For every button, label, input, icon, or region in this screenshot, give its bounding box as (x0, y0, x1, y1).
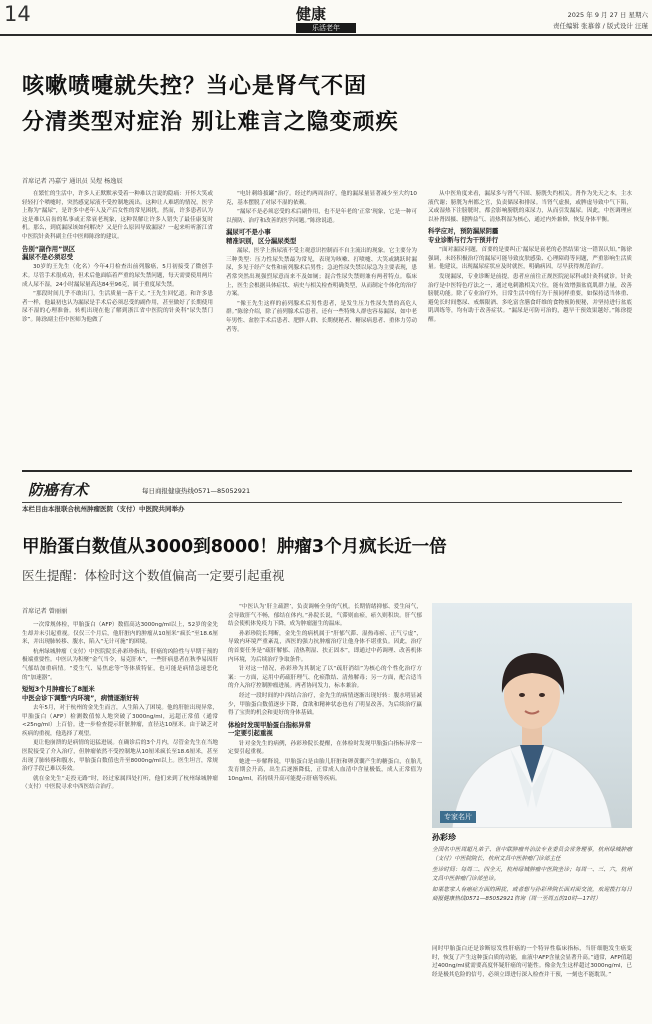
article2-col2-subhead-2: 一定要引起重视 (228, 729, 273, 738)
article1-col2-paragraph: “漏尿不是必须忍受的术后副作用，也不是年老的‘正常’现象，它是一种可以预防、治疗和改善的医学问题。”陈徐说道。 (226, 209, 417, 224)
column-underline (22, 502, 622, 503)
article1-col2-subhead-2: 精准识别，区分漏尿类型 (226, 236, 297, 245)
column-banner (22, 476, 622, 516)
section-divider (22, 470, 632, 472)
doctor-name: 孙彩珍 (432, 833, 456, 842)
article2-col2-paragraph: 针对这一情况，孙彩珍为其制定了以“疏肝消结”为核心的个性化治疗方案：一方面，运用中药疏肝理气、化瘀散结、清热解毒；另一方面，配合适当的介入治疗控制肿瘤进展。两者协同发力，标本兼治。 (228, 666, 422, 690)
article2-column-3-end (432, 945, 632, 1021)
article2-col2-subhead-1: 体检时发现甲胎蛋白指标异常 (228, 720, 312, 729)
article2-col3-paragraph: 同时甲胎蛋白还是诊断原发性肝癌的一个特异性临床指标，当肝细胞发生癌变时，恢复了产生这种蛋白质的功能，血液中AFP含量会显著升高。”通常，AFP值超过400ng/ml就需要高度怀疑肝癌的可能性。像金先生这样超过3000ng/ml，已经是极其危险的信号，必须立即进行深入检查并干预，一刻也不能耽误。” (432, 946, 632, 978)
doctor-bio: 全国名中医周超凡弟子、世中联肿瘤外治法专业委员会常务理事，杭州绿城肿瘤（支付）中医院院长，杭州文昌中医肿瘤门诊部主任 (432, 847, 632, 862)
article1-title-line1: 咳嗽喷嚏就失控？当心是肾气不固 (22, 74, 368, 99)
article2-col1-paragraph: 一次常规体检，甲胎蛋白（AFP）数值高达3000ng/ml以上，52岁的金先生却并未引起重视。仅仅三个月后，他肝脏内的肿瘤从10厘米“疯长”至18.6厘米，并出现肺转移、腹水，陷入“无计可施”的困境。 (22, 622, 218, 646)
article1-col1-paragraph: 30岁的王先生（化名）今年4月检查出前列腺癌，5月初接受了微创手术。尽管手术很成功，但术后他面临着严重的尿失禁问题，每天需要使用两片成人尿不湿，24小时漏尿量高达84至96克，属于重度尿失禁。 (22, 264, 213, 288)
issue-date: 2025 年 9 月 27 日 星期六 (567, 11, 648, 19)
article2-column-2 (228, 603, 422, 1019)
article2-title: 甲胎蛋白数值从3000到8000！肿瘤3个月疯长近一倍 (22, 537, 447, 557)
article2-col1-paragraph: 就在金先生“走投无路”时，经过家属四处打听，他们来到了杭州绿城肿瘤（支付）中医院寻求中西医结合治疗。 (22, 775, 218, 791)
article1-col3-paragraph: “面对漏尿问题，首要的是要纠正‘漏尿是衰老的必然结果’这一错误认知。”陈徐强调，未经积极治疗的漏尿可能导致皮肤感染、心理障碍等问题，严重影响生活质量。他建议，出现漏尿症状应及时就医，明确病因，尽早获得规范治疗。 (428, 247, 632, 271)
article1-intro: 在繁忙的生活中，许多人正默默承受着一种难以言说的隐痛：开怀大笑或轻轻打个喷嚏时，突然感觉尿液不受控制地流出。这种让人难堪的情况，医学上称为“漏尿”，是许多中老年人及产后女性的常见困扰。然而，许多患者认为这是难以启齿的私事或正常衰老现象，这种误解让许多人错失了最佳康复时机。那么，到底漏尿该如何解决？又是什么原因导致漏尿？一起来听听浙江省中医院针灸科副主任中医师陈徐的建议。 (22, 191, 213, 240)
expert-card-tag: 专家名片 (440, 811, 476, 823)
article1-col1-subhead-2: 漏尿不是必须忍受 (22, 252, 74, 261)
article2-col1-paragraph: 去年5月，对于杭州的金先生而言，人生陷入了困境。他的肝脏出现异常，甲胎蛋白（AFP）检测数值惊人地突破了3000ng/ml，远超正常值（通常<25ng/ml）上百倍。进一步检查提示肝脏肿瘤，直径达10厘米。由于缺乏对疾病的重视，他选择了观望。 (22, 704, 218, 737)
doctor-photo (432, 603, 632, 828)
editors: 责任编辑 张慕蓉 / 版式设计 汪瑾 (553, 22, 648, 30)
article1-col2-subhead-1: 漏尿可不是小事 (226, 228, 271, 237)
article1-column-2 (226, 190, 417, 462)
article1-title-line2: 分清类型对症治 别让难言之隐变顽疾 (22, 110, 399, 135)
article2-col2-paragraph: 她进一步解释说，甲胎蛋白是由胎儿肝脏和卵黄囊产生的糖蛋白，在胎儿发育期会升高，出生后逐渐降低，正常成人血清中含量极低，成人正常值为10ng/ml，若持续升高可能提示肝癌等疾病。 (228, 758, 422, 782)
article2-column-1 (22, 621, 218, 1019)
article2-col2-paragraph: 经过一段时间的中西结合治疗，金先生的病情逐渐出现好转：腹水明显减少，甲胎蛋白数值逐步下降，食欲和精神状态也有了明显改善，为后续治疗赢得了宝贵的机会和更好的身体基础。 (228, 692, 422, 717)
column-hotline: 每日商报健康热线0571—85052921 (142, 487, 251, 495)
article1-col3-subhead-1: 科学应对，预防漏尿阴霾 (428, 227, 499, 236)
article1-col1-subhead-1: 告别“副作用”误区 (22, 244, 76, 253)
article1-column-1 (22, 190, 213, 462)
column-name: 防癌有术 (28, 481, 89, 499)
article1-col3-paragraph: 发现漏尿，专业诊断是前提，患者应前往正规医院泌尿科或针灸科就诊。针灸治疗是中医特色疗法之一，通过电刺激相关穴位，能有效增强盆底肌群力量，改善膀胱功能。除了专业治疗外，日常生活中的行为干预同样重要，如保持适当体重、避免长时间憋尿、戒烟限酒、多吃富含膳食纤维的食物预防便秘，并坚持进行盆底肌训练等，均有助于改善症状。“漏尿是可防可治的，越早干预效果越好。”陈徐提醒。 (428, 273, 632, 323)
article1-byline: 首席记者 冯嘉宁 通讯员 吴煜 杨逸辰 (22, 178, 123, 185)
doctor-contact-note: 如果您家人有癌症方面的困扰，或者想与孙彩珍院长面对面交流，欢迎拨打每日商报健康热线0571—85052921咨询（周一至周五的10时—17时） (432, 887, 632, 902)
page-number: 14 (4, 2, 31, 26)
article1-column-3 (428, 190, 632, 462)
article1-col3-subhead-2: 专业诊断与行为干预并行 (428, 235, 499, 244)
article2-subtitle: 医生提醒：体检时这个数值偏高一定要引起重视 (22, 568, 285, 583)
article1-col2-paragraph: “像王先生这样的前列腺术后男性患者，是发生压力性尿失禁的高危人群。”陈徐介绍，除了前列腺术后患者，还有一些特殊人群也容易漏尿，如中老年男性、盆腔手术后患者、肥胖人群、长期便秘者、糖尿病患者、重体力劳动者等。 (226, 300, 417, 333)
article2-col2-paragraph: 针对金先生的病例，孙彩珍院长提醒，在体检时发现甲胎蛋白指标异常一定要引起重视。 (228, 740, 422, 756)
article2-col1-paragraph: 更让他崩溃的是病情的迅猛进展。在确诊后的3个月内，尽管金先生在当地医院接受了介入治疗，但肿瘤依然不受控制地从10厘米疯长至18.6厘米，甚至出现了肺转移和腹水，甲胎蛋白数值也升至8000ng/ml以上。医生坦言，常规治疗手段已难以奏效。 (22, 740, 218, 773)
doctor-clinic-hours: 坐诊时间：每周二、四全天，杭州绿城肿瘤中医院坐诊；每周一、三、六，杭州文昌中医肿瘤门诊部坐诊。 (432, 867, 632, 882)
article2-col1-subhead-2: 中医会诊下调整“内环境”，病情逐渐好转 (22, 693, 140, 702)
article2-col2-paragraph: “中医认为‘肝主疏泄’，负责调畅全身的气机。长期情绪抑郁、爱生闷气，会导致肝气不畅，郁结在体内。”孙院长说，气滞则血瘀，瘀久则积块。肝气郁结会使机体免疫力下降，成为肿瘤滋生的温床。 (228, 604, 422, 628)
section-title: 健康 (296, 5, 327, 23)
article2-col2-paragraph: 孙彩珍院长判断，金先生的病机属于“肝郁气滞、湿热毒瘀、正气亏虚”，导致内环境严重紊乱，西医的强力抗肿瘤治疗让他身体不堪重负。因此，治疗的首要任务是“疏肝解郁、清热利湿、扶正固本”，即通过中药调理、改善机体内环境，为后续治疗争取条件。 (228, 630, 422, 663)
article1-col1-paragraph: “那段时间几乎不敢出门，生活质量一落千丈。”王先生回忆道。和许多患者一样，他最初也认为漏尿是手术后必须忍受的副作用，甚至做好了长期使用尿不湿的心理准备。转机出现在他了解到浙江省中医院的针灸科“尿失禁门诊”。陈徐副主任中医师为他做了 (22, 291, 213, 323)
article2-col1-subhead-1: 短短3个月肿瘤长了8厘米 (22, 685, 95, 694)
article1-col3-paragraph: 从中医角度来看，漏尿多与肾气不固、膀胱失约相关。肾作为先天之本，主水液代谢；膀胱为州都之官，负责储尿和排尿。当肾气虚损，或脾虚导致中气下陷，又或湿热下注膀胱时，都会影响膀胱的束尿力，从而引发漏尿。因此，中医调理应以补肾固摄、健脾益气、清热利湿为核心，通过内外兼修，恢复身体平衡。 (428, 191, 632, 223)
article1-col2-paragraph: “电针刺络拔罐”治疗。经过约两周治疗，他的漏尿量显著减少至大约10克，基本摆脱了对尿不湿的依赖。 (226, 191, 417, 206)
header-rule (0, 34, 652, 36)
section-subtitle: 乐活老年 (296, 23, 356, 33)
column-note: 本栏目由本报联合杭州肿瘤医院（支付）中医院共同举办 (22, 505, 185, 513)
article2-col1-paragraph: 杭州绿城肿瘤（支付）中医院院长孙彩珍指出，肝癌的凶险性与早期干预的极端重要性。中医认为积聚“金气当令，易克肝木”，一些肝病患者在秋季易因肝气郁结加重病情。“爱生气、易焦虑等”等体质特征，也可能是病情急速恶化的“加速器”。 (22, 648, 218, 681)
article2-byline: 首席记者 曾丽丽 (22, 608, 68, 615)
doctor-portrait-illustration (432, 603, 632, 828)
article1-col2-paragraph: 漏尿，医学上指尿液不受主观意识控制而不自主流出的现象。它主要分为三种类型：压力性尿失禁最为常见，表现为咳嗽、打喷嚏、大笑或跳跃时漏尿，多见于经产女性和前列腺术后男性；急迫性尿失禁以尿急为主要表现，患者常突然出现强烈尿意而来不及如厕；混合性尿失禁则兼有两者特点。临床上，医生会根据具体症状、病史与相关检查明确类型，从而制定个体化的治疗方案。 (226, 248, 417, 298)
